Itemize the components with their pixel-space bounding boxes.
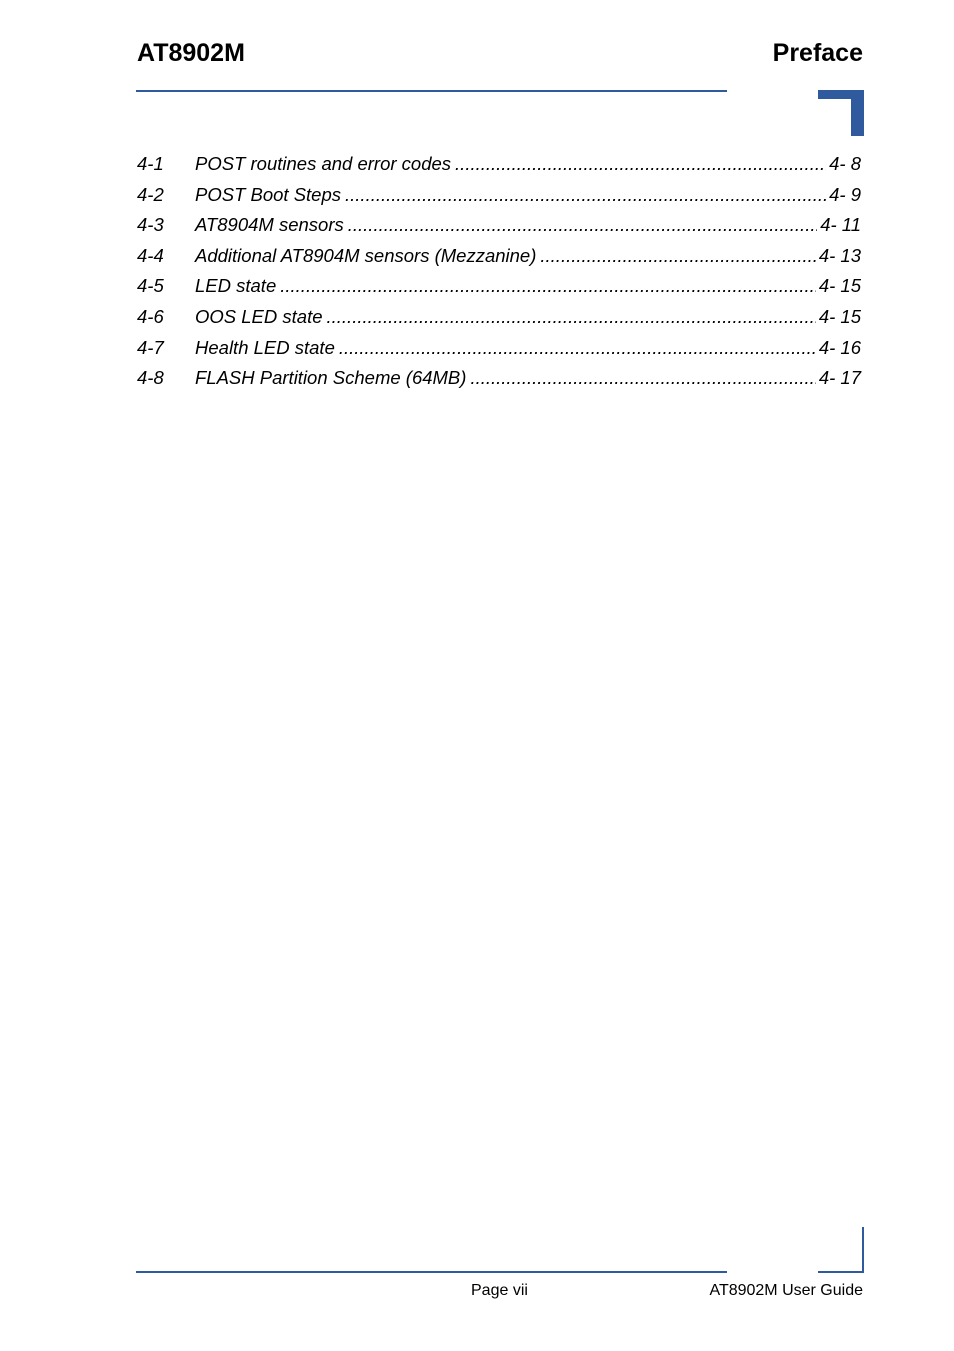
toc-entry-title: POST routines and error codes (195, 153, 452, 174)
toc-dot-leader (540, 241, 815, 271)
toc-entry[interactable] (137, 180, 861, 211)
toc-entry-page: 4- 17 (818, 367, 861, 389)
toc-dot-leader (345, 180, 826, 210)
toc-entry-title: POST Boot Steps (195, 183, 342, 205)
footer-corner-mark-vertical (862, 1227, 864, 1273)
toc-entry-number: 4-7 (137, 336, 164, 358)
toc-entry-title: Health LED state (195, 336, 335, 358)
footer-rule (136, 1271, 727, 1273)
toc-entry-page: 4- 15 (818, 305, 861, 327)
toc-dot-leader (348, 210, 817, 240)
toc-entry-page: 4- 9 (829, 183, 861, 205)
toc-entry-number: 4-5 (137, 275, 164, 297)
page-number: Page vii (471, 1282, 528, 1299)
section-title: Preface (772, 39, 863, 67)
footer-corner-mark-horizontal (818, 1271, 864, 1273)
toc-entry-title: AT8904M sensors (195, 214, 344, 236)
toc-dot-leader (455, 149, 826, 179)
toc-entry-page: 4- 11 (820, 214, 861, 236)
toc-dot-leader (339, 333, 816, 363)
toc-entry[interactable] (137, 363, 861, 394)
toc-entry-number: 4-6 (137, 305, 164, 327)
toc-entry-title: OOS LED state (195, 305, 323, 327)
toc-entry[interactable] (137, 210, 861, 241)
toc-entry-page: 4- 8 (829, 153, 861, 174)
toc-entry-title: Additional AT8904M sensors (Mezzanine) (195, 244, 537, 266)
toc-entry[interactable] (137, 149, 861, 180)
toc-entry[interactable] (137, 302, 861, 333)
corner-mark-vertical (851, 90, 864, 136)
toc-dot-leader (280, 271, 816, 301)
toc-entry-number: 4-1 (137, 153, 164, 174)
toc-entry-number: 4-4 (137, 244, 164, 266)
toc-dot-leader (327, 302, 816, 332)
toc-entry-number: 4-3 (137, 214, 164, 236)
toc-entry[interactable] (137, 241, 861, 272)
table-of-contents (137, 149, 861, 394)
toc-entry-page: 4- 15 (818, 275, 861, 297)
guide-title: AT8902M User Guide (709, 1282, 863, 1299)
toc-entry-title: FLASH Partition Scheme (64MB) (195, 367, 467, 389)
toc-dot-leader (470, 363, 815, 393)
toc-entry-number: 4-8 (137, 367, 164, 389)
toc-entry-title: LED state (195, 275, 277, 297)
toc-entry-page: 4- 13 (818, 244, 861, 266)
document-product-title: AT8902M (137, 39, 245, 67)
toc-entry[interactable] (137, 333, 861, 364)
toc-entry-page: 4- 16 (818, 336, 861, 358)
toc-entry[interactable] (137, 271, 861, 302)
toc-entry-number: 4-2 (137, 183, 164, 205)
header-rule (136, 90, 727, 92)
